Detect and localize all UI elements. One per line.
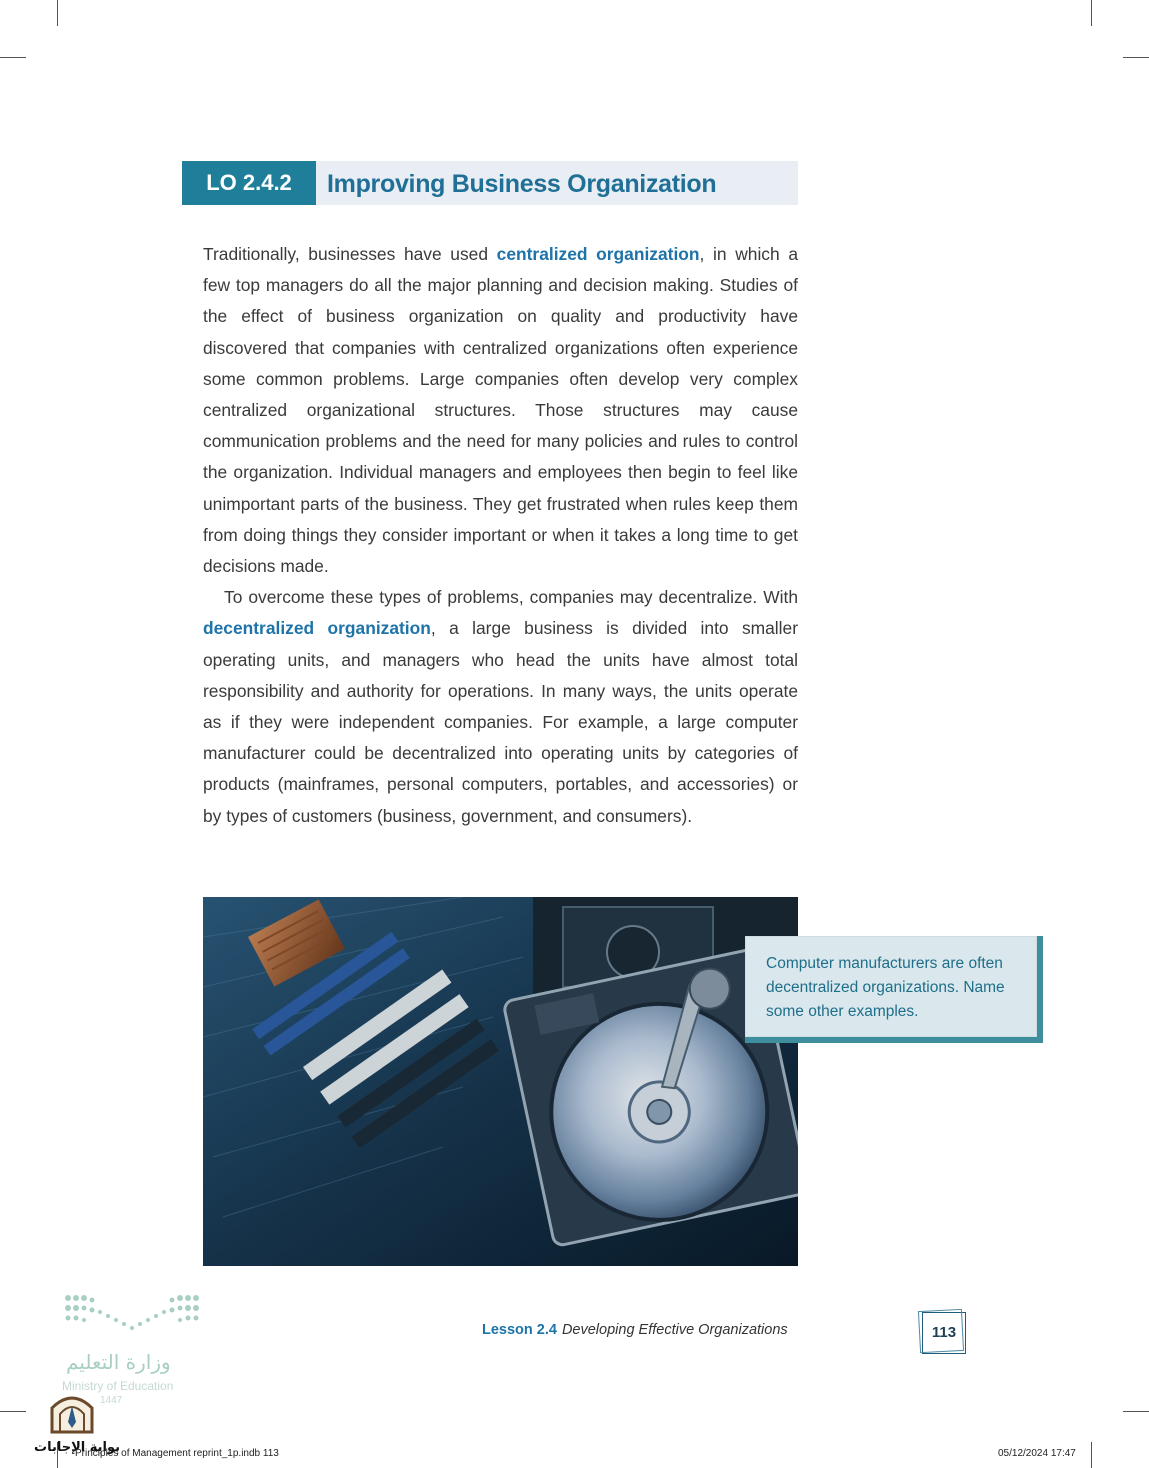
key-term: centralized organization <box>496 244 700 264</box>
text-run: Traditionally, businesses have used <box>203 244 497 264</box>
print-slug-date: 05/12/2024 17:47 <box>998 1448 1076 1459</box>
crop-mark <box>1123 57 1149 58</box>
photo-illustration <box>203 897 798 1266</box>
crop-mark <box>1091 1442 1092 1468</box>
section-header <box>182 161 798 205</box>
text-run: , in which a few top managers do all the major planning and decision making. Studies of the effect of business organization on quality and productivity have discovered that companies with centralized organizations often experience some common problems. Large companies often develop very complex centralized organizational structures. Those structures may cause communication problems and the need for many policies and rules to control the organization. Individual managers and employees then begin to feel like unimportant parts of the business. They get frustrated when rules keep them from doing things they consider important or when it takes a long time to get decisions made. <box>203 244 798 577</box>
text-run: To overcome these types of problems, companies may decentralize. With <box>224 587 798 608</box>
figure-caption <box>745 936 1043 1043</box>
lesson-title: Developing Effective Organizations <box>561 1322 788 1338</box>
paragraph <box>203 582 798 832</box>
key-term: decentralized organization <box>203 618 431 639</box>
ministry-dots-icon <box>62 1290 202 1340</box>
lesson-number: Lesson 2.4 <box>482 1322 557 1338</box>
body-text <box>203 239 798 832</box>
caption-text: Computer manufacturers are often decentralized organizations. Name some other examples. <box>766 955 1005 1020</box>
site-label: بوابة الإجابات <box>34 1440 120 1455</box>
paragraph <box>203 239 798 582</box>
hard-drive-motherboard-photo <box>203 897 798 1266</box>
crop-mark <box>0 57 26 58</box>
page-number: 113 <box>922 1312 966 1354</box>
ministry-english-name: Ministry of Education <box>62 1379 174 1393</box>
running-footer <box>482 1322 788 1338</box>
crop-mark <box>1123 1411 1149 1412</box>
crop-mark <box>57 0 58 26</box>
ministry-arabic-name: وزارة التعليم <box>66 1350 171 1374</box>
section-title: Improving Business Organization <box>327 170 717 198</box>
text-run: , a large business is divided into smaller operating units, and managers who head the units have almost total responsibility and authority for operations. In many ways, the units operate as if they were independent companies. For example, a large computer manufacturer could be decentralized into operating units by categories of products (mainframes, personal computers, portables, and accessories) or by types of customers (business, government, and consumers). <box>203 618 798 826</box>
crop-mark <box>0 1411 26 1412</box>
ministry-year: 1447 <box>100 1395 123 1406</box>
lo-code-badge: LO 2.4.2 <box>182 161 316 205</box>
print-slug-file: Principles of Management reprint_1p.indb 113 <box>75 1448 279 1459</box>
crop-mark <box>1091 0 1092 26</box>
